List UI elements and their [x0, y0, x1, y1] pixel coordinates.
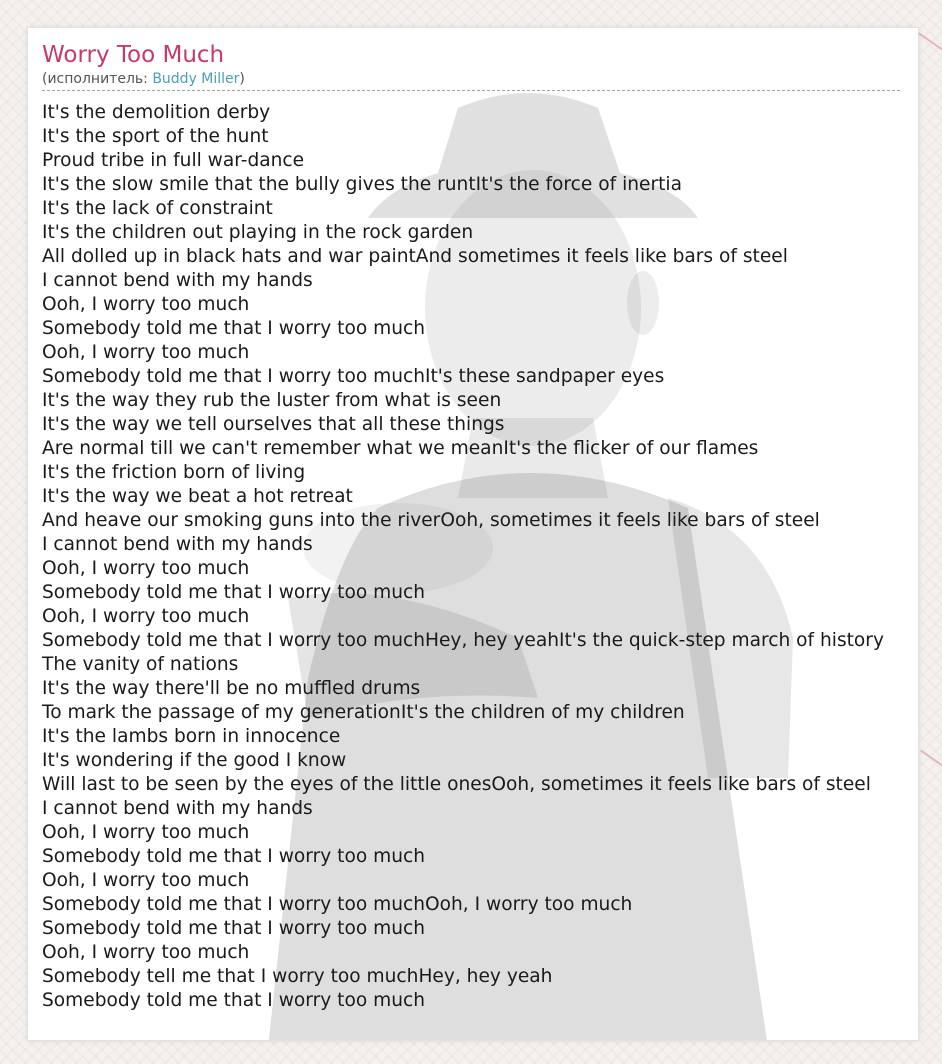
lyric-line: Proud tribe in full war-dance [42, 150, 305, 171]
lyric-line: I cannot bend with my hands [42, 534, 313, 555]
lyric-line: Will last to be seen by the eyes of the little onesOoh, sometimes it feels like bars of steel [42, 774, 871, 795]
lyric-line: It's the way we tell ourselves that all these things [42, 414, 505, 435]
lyric-line: Ooh, I worry too much [42, 294, 250, 315]
lyric-line: Ooh, I worry too much [42, 870, 250, 891]
background-decoration [917, 32, 942, 51]
background-decoration [920, 750, 942, 769]
lyric-line: It's the children out playing in the rock garden [42, 222, 474, 243]
lyric-line: Somebody told me that I worry too much [42, 918, 426, 939]
lyric-line: It's the way we beat a hot retreat [42, 486, 353, 507]
lyrics-body [42, 101, 914, 1013]
lyric-line: All dolled up in black hats and war paintAnd sometimes it feels like bars of steel [42, 246, 788, 267]
lyric-line: It's the sport of the hunt [42, 126, 269, 147]
lyric-line: It's the demolition derby [42, 102, 271, 123]
lyric-line: Are normal till we can't remember what we meanIt's the flicker of our flames [42, 438, 759, 459]
lyric-line: I cannot bend with my hands [42, 798, 313, 819]
lyric-line: Somebody told me that I worry too much [42, 318, 426, 339]
lyric-line: Ooh, I worry too much [42, 342, 250, 363]
artist-link[interactable]: Buddy Miller [152, 71, 240, 87]
lyric-line: Somebody told me that I worry too muchIt's these sandpaper eyes [42, 366, 665, 387]
lyric-line: Somebody told me that I worry too muchOoh, I worry too much [42, 894, 633, 915]
lyrics-content [42, 40, 914, 1013]
lyric-line: Ooh, I worry too much [42, 942, 250, 963]
lyric-line: I cannot bend with my hands [42, 270, 313, 291]
lyric-line: Somebody told me that I worry too much [42, 582, 426, 603]
artist-suffix: ) [239, 71, 245, 87]
lyric-line: Ooh, I worry too much [42, 606, 250, 627]
lyric-line: It's wondering if the good I know [42, 750, 347, 771]
lyric-line: It's the friction born of living [42, 462, 306, 483]
lyric-line: The vanity of nations [42, 654, 239, 675]
lyric-line: It's the lack of constraint [42, 198, 273, 219]
lyric-line: Somebody told me that I worry too muchHey, hey yeahIt's the quick-step march of history [42, 630, 884, 651]
lyric-line: Ooh, I worry too much [42, 558, 250, 579]
lyric-line: It's the way they rub the luster from what is seen [42, 390, 502, 411]
lyrics-card [28, 28, 918, 1040]
lyric-line: Somebody tell me that I worry too muchHey, hey yeah [42, 966, 553, 987]
lyric-line: It's the lambs born in innocence [42, 726, 341, 747]
lyric-line: It's the slow smile that the bully gives the runtIt's the force of inertia [42, 174, 682, 195]
lyric-line: To mark the passage of my generationIt's the children of my children [42, 702, 685, 723]
lyric-line: Somebody told me that I worry too much [42, 846, 426, 867]
song-title: Worry Too Much [42, 42, 225, 68]
lyric-line: And heave our smoking guns into the riverOoh, sometimes it feels like bars of steel [42, 510, 820, 531]
lyric-line: Somebody told me that I worry too much [42, 990, 426, 1011]
lyric-line: It's the way there'll be no muffled drums [42, 678, 421, 699]
artist-prefix: (исполнитель: [42, 71, 153, 87]
artist-line [42, 70, 900, 91]
lyric-line: Ooh, I worry too much [42, 822, 250, 843]
